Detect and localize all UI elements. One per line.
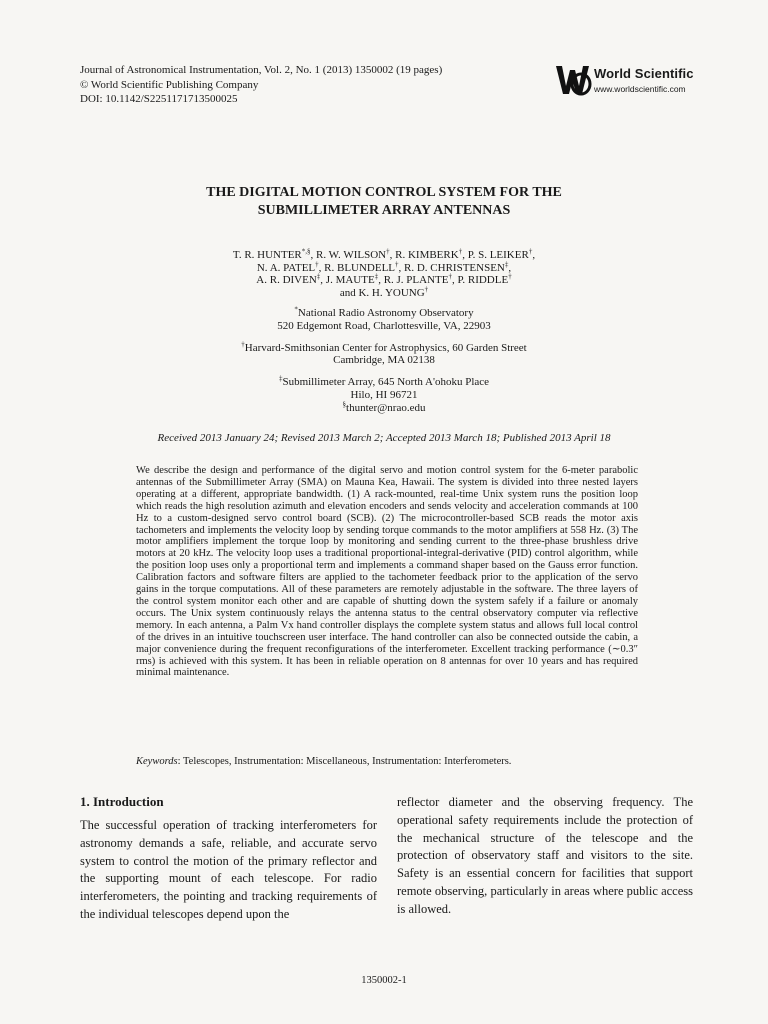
author-line-2: N. A. PATEL†, R. BLUNDELL†, R. D. CHRISTENSEN‡,: [256, 259, 512, 274]
publisher-logo: [554, 62, 694, 102]
author-name: N. A. PATEL: [256, 261, 316, 274]
section-heading: 1. Introduction: [80, 794, 164, 809]
page-number: 1350002-1: [361, 975, 407, 986]
affiliation-mark: *,§: [301, 247, 311, 256]
affiliation-mark: *: [294, 305, 298, 314]
affiliation-3-address: Hilo, HI 96721: [350, 388, 418, 401]
author-name: P. RIDDLE: [457, 274, 509, 287]
author-line-3: A. R. DIVEN‡, J. MAUTE‡, R. J. PLANTE†, P. RIDDLE†: [256, 272, 512, 287]
keywords-label: Keywords: [136, 756, 178, 767]
keywords-text: : Telescopes, Instrumentation: Miscellaneous, Instrumentation: Interferometers.: [177, 756, 512, 767]
abstract: We describe the design and performance of the digital servo and motion control system for the 6-meter parabolic antennas of the Submillimeter Array (SMA) on Mauna Kea, Hawaii. The system is divided into three nested layers operating at a different, appropriate bandwidth. (1) A rack-mounted, real-time Unix system runs the position loop which reads the high resolution azimuth and elevation encoders and sends velocity and acceleration commands at 100 Hz to a custom-designed servo control board (SCB). (2) The microcontroller-based SCB reads the motor axis tachometers and implements the velocity loop by sending torque commands to the motor amplifiers at 558 Hz. (3) The motor amplifiers implement the torque loop by monitoring and sending current to the three-phase brushless drive motors at 20 kHz. The velocity loop uses a traditional proportional-integral-derivative (PID) control algorithm, while the position loop uses only a proportional term and implements a command shaper based on the Gauss error function. Calibration factors and software filters are applied to the tachometer feedback prior to the application of the servo gains in the torque computations. All of these parameters are remotely adjustable in the software. The three layers of the control system monitor each other and are capable of shutting down the system safely if a failure or anomaly occurs. The Unix system continuously relays the antenna status to the central observatory computer via reflective memory. In each antenna, a Palm Vx hand controller displays the complete system status and allows full local control of the drives in an intuitive touchscreen user interface. The hand controller can also be connected outside the cabin, a major convenience during the frequent reconfigurations of the interferometer. Excellent tracking performance (∼0.3″ rms) is achieved with this system. It has been in reliable operation on 8 antennas for over 10 years and has required minimal maintenance.: [136, 465, 638, 679]
affiliation-3: ‡Submillimeter Array, 645 North A'ohoku Place: [278, 374, 490, 389]
author-name: R. BLUNDELL: [324, 261, 396, 274]
body-column-left: The successful operation of tracking interferometers for astronomy demands a safe, reliable, and accurate servo system to control the motion of the primary reflector and the supporting mount of each telescope. For radio interferometers, the pointing and tracking requirements of the individual telescopes depend upon the: [80, 818, 377, 921]
journal-citation: Journal of Astronomical Instrumentation, Vol. 2, No. 1 (2013) 1350002 (19 pages): [80, 64, 443, 76]
affiliation-mark: †: [424, 285, 429, 294]
publisher-name: World Scientific: [594, 66, 694, 81]
affiliation-2: †Harvard-Smithsonian Center for Astrophysics, 60 Garden Street: [241, 339, 527, 354]
affiliation-mark: ‡: [504, 259, 509, 268]
copyright-line: © World Scientific Publishing Company: [80, 78, 259, 91]
publication-dates: Received 2013 January 24; Revised 2013 March 2; Accepted 2013 March 18; Published 2013 April 18: [157, 432, 611, 444]
body-column-right: reflector diameter and the observing frequency. The operational safety requirements include the protection of the mechanical structure of the telescope and the protection of observatory staff and visitors to the site. Safety is an essential concern for facilities that support remote observing, particularly in areas where public access is allowed.: [397, 795, 693, 916]
author-line-1: T. R. HUNTER*,§, R. W. WILSON†, R. KIMBERK†, P. S. LEIKER†,: [232, 247, 536, 261]
author-name: R. J. PLANTE: [383, 274, 449, 287]
author-name: P. S. LEIKER: [467, 249, 529, 261]
affiliation-mark: ‡: [316, 272, 321, 281]
author-name: R. W. WILSON: [316, 249, 387, 261]
affiliation-1-address: 520 Edgemont Road, Charlottesville, VA, 22903: [277, 319, 491, 332]
author-name: R. KIMBERK: [395, 249, 459, 261]
affiliation-mark: ‡: [374, 272, 379, 281]
publisher-url: www.worldscientific.com: [594, 84, 686, 94]
keywords: [136, 756, 511, 767]
author-name: A. R. DIVEN: [256, 274, 317, 287]
author-name: and K. H. YOUNG: [339, 286, 425, 299]
affiliation-mark: †: [395, 259, 399, 268]
affiliation-mark: †: [386, 247, 390, 256]
affiliation-mark: §: [342, 400, 347, 409]
corresponding-email[interactable]: §thunter@nrao.edu: [342, 400, 426, 414]
affiliation-2-address: Cambridge, MA 02138: [333, 354, 435, 367]
doi-line: DOI: 10.1142/S2251171713500025: [80, 93, 238, 105]
author-name: R. D. CHRISTENSEN: [404, 261, 505, 274]
affiliation-1: *National Radio Astronomy Observatory: [294, 305, 474, 319]
affiliation-mark: ‡: [278, 374, 283, 383]
paper-title: [0, 184, 768, 220]
journal-header: [80, 63, 442, 107]
affiliation-mark: †: [508, 272, 512, 281]
author-name: J. MAUTE: [325, 274, 375, 287]
author-line-4: [0, 287, 768, 300]
affiliations: [0, 307, 768, 415]
affiliation-mark: †: [448, 272, 452, 281]
affiliation-mark: †: [528, 247, 533, 256]
author-list: [0, 249, 768, 299]
author-name: T. R. HUNTER: [232, 249, 302, 261]
world-scientific-logo-icon: [554, 62, 592, 98]
affiliation-mark: †: [458, 247, 463, 256]
affiliation-mark: †: [241, 339, 245, 348]
title-line-1: THE DIGITAL MOTION CONTROL SYSTEM FOR THE: [206, 185, 562, 200]
title-line-2: SUBMILLIMETER ARRAY ANTENNAS: [257, 203, 511, 218]
affiliation-mark: †: [315, 259, 319, 268]
